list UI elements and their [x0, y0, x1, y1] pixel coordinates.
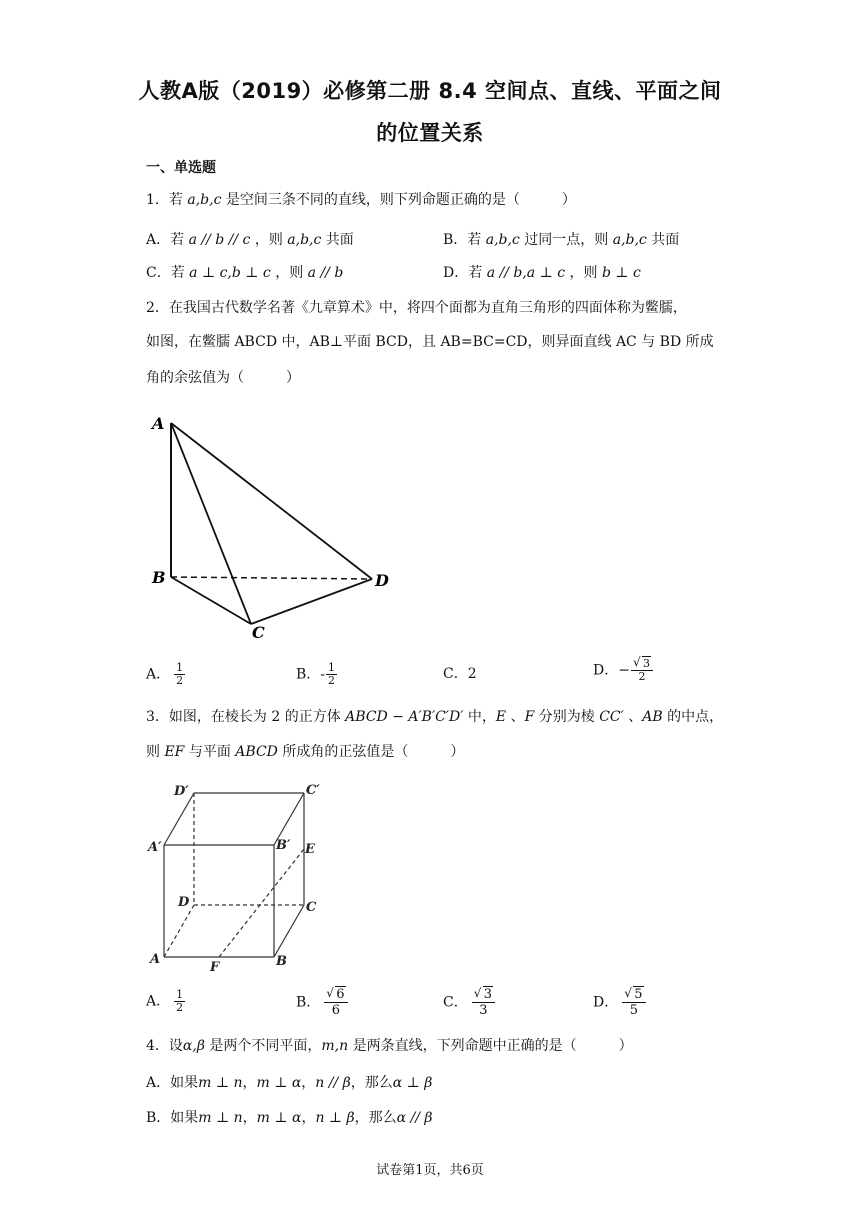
q3-l1-mid4: 、: [623, 709, 643, 725]
q1-option-a: [146, 230, 354, 250]
edge-ap-dp: [164, 793, 194, 845]
q3-a-fraction: [174, 989, 185, 1014]
q2-a-num: 1: [176, 661, 184, 674]
q4-b-sep1: ，: [242, 1110, 257, 1126]
q3-a-label: A．: [146, 993, 171, 1010]
label-c: C: [252, 623, 265, 642]
q3-c-fraction: [472, 987, 495, 1018]
q2-option-c: [443, 664, 477, 684]
q1-stem: [146, 190, 576, 210]
q2-b-num: 1: [328, 661, 336, 674]
document-title-line2: 的位置关系: [376, 121, 484, 145]
label-a: A: [150, 952, 161, 967]
q3-d-den: 5: [629, 1003, 639, 1018]
q1-b-post: 共面: [646, 232, 680, 248]
q1-a-post: 共面: [321, 232, 354, 248]
q4-stem-pre: 4．设: [146, 1038, 183, 1054]
label-c: C: [306, 900, 317, 915]
q4-a-mid: ，那么: [350, 1075, 393, 1091]
q4-stem: [146, 1036, 633, 1056]
q3-a-num: 1: [176, 988, 184, 1001]
label-dp: D′: [174, 784, 189, 799]
q2-a-den: 2: [176, 674, 184, 687]
q1-b-mid: 过同一点，则: [519, 232, 613, 248]
section-heading: 一、单选题: [146, 160, 216, 176]
q4-stem-vars2: m,n: [321, 1038, 349, 1054]
label-bp: B′: [276, 838, 291, 853]
label-f: F: [210, 960, 220, 975]
q1-option-c: [146, 263, 343, 283]
sqrt-symbol: [326, 987, 345, 1002]
q3-l1-e: E: [495, 709, 507, 725]
q3-l2-ef: EF: [164, 744, 185, 760]
q1-stem-pre: 1．若: [146, 192, 188, 208]
q4-b-math2: m ⊥ α: [256, 1110, 302, 1126]
sqrt-symbol: [633, 657, 651, 670]
q3-l1-mid: 中，: [463, 709, 496, 725]
label-e: E: [305, 842, 315, 857]
q2-option-d: [593, 658, 653, 683]
q2-option-a: [146, 662, 185, 687]
q3-c-label: C．: [443, 994, 468, 1011]
q4-b-mid: ，那么: [354, 1110, 397, 1126]
q3-l2-plane: ABCD: [235, 744, 278, 760]
q3-l1-cc: CC′: [599, 709, 624, 725]
hidden-edges: [164, 793, 304, 957]
q3-d-num: 5: [634, 987, 643, 1002]
q3-l1-ab: AB: [642, 709, 663, 725]
q1-c-pre: C．若: [146, 265, 190, 281]
q2-stem-line1: 2．在我国古代数学名著《九章算术》中，将四个面都为直角三角形的四面体称为鳖臑，: [146, 300, 687, 316]
q3-a-den: 2: [176, 1001, 184, 1014]
q2-b-den: 2: [328, 674, 336, 687]
q4-a-pre: A．如果: [146, 1075, 199, 1091]
q1-c-math: a ⊥ c,b ⊥ c: [189, 265, 271, 281]
q2-a-label: A．: [146, 666, 171, 683]
segment-ef: [219, 849, 304, 957]
q2-d-num: 3: [642, 657, 650, 670]
q1-a-vars: a,b,c: [287, 232, 322, 248]
q2-d-den: 2: [638, 670, 646, 683]
q4-b-math1: m ⊥ n: [198, 1110, 243, 1126]
q1-d-mid: ，则: [565, 265, 602, 281]
q3-l1-mid3: 分别为棱: [534, 709, 600, 725]
q2-b-label: B．: [296, 666, 321, 683]
label-ap: A′: [148, 840, 162, 855]
label-b: B: [152, 568, 166, 587]
sqrt-symbol: [624, 987, 643, 1002]
q4-a-math1: m ⊥ n: [198, 1075, 243, 1091]
q2-b-fraction: [326, 662, 337, 687]
sqrt-symbol: [474, 987, 493, 1002]
q1-c-math2: a // b: [307, 265, 344, 281]
q3-c-num: 3: [483, 987, 492, 1002]
edge-bd-hidden: [171, 577, 372, 579]
q3-d-num-wrap: [622, 987, 645, 1003]
q3-l2-post: 所成角的正弦值是（ ）: [277, 744, 465, 760]
document-title-line1: 人教A版（2019）必修第二册 8.4 空间点、直线、平面之间: [138, 79, 722, 103]
q3-d-fraction: [622, 987, 645, 1018]
q1-d-pre: D．若: [443, 265, 487, 281]
q3-l1-pre: 3．如图，在棱长为 2 的正方体: [146, 709, 346, 725]
q4-option-a: [146, 1073, 432, 1093]
q3-b-den: 6: [331, 1003, 341, 1018]
q2-stem-line3: 角的余弦值为（ ）: [146, 370, 300, 386]
q1-b-vars: a,b,c: [485, 232, 520, 248]
q4-a-math3: n // β: [315, 1075, 351, 1091]
label-a: A: [152, 414, 165, 433]
q3-l1-f: F: [524, 709, 535, 725]
q3-b-num: 6: [336, 987, 345, 1002]
label-b: B: [276, 954, 287, 969]
q2-c-value: 2: [467, 666, 477, 682]
q1-b-pre: B．若: [443, 232, 486, 248]
q2-option-b: [296, 662, 337, 687]
q4-option-b: [146, 1108, 433, 1128]
q3-b-fraction: [324, 987, 347, 1018]
q1-d-math2: b ⊥ c: [601, 265, 641, 281]
q3-l1-mid2: 、: [506, 709, 525, 725]
q3-stem-line1: [146, 707, 723, 727]
q3-l2-mid: 与平面: [184, 744, 236, 760]
q4-stem-vars: α,β: [182, 1038, 205, 1054]
cube-figure: [140, 775, 340, 975]
q4-a-sep1: ，: [242, 1075, 257, 1091]
q4-a-math2: m ⊥ α: [256, 1075, 302, 1091]
q2-d-sign: −: [618, 662, 630, 679]
q3-option-d: [593, 987, 646, 1018]
q1-a-mid: ，则: [250, 232, 288, 248]
q1-stem-vars: a,b,c: [187, 192, 222, 208]
q1-c-mid: ，则: [270, 265, 308, 281]
q2-c-label: C．: [443, 666, 468, 682]
q4-b-math4: α // β: [396, 1110, 433, 1126]
q4-b-sep2: ，: [301, 1110, 316, 1126]
tetrahedron-figure: [140, 405, 400, 645]
q4-b-math3: n ⊥ β: [315, 1110, 355, 1126]
q4-a-sep2: ，: [301, 1075, 316, 1091]
q4-b-pre: B．如果: [146, 1110, 199, 1126]
q1-a-math: a // b // c: [188, 232, 251, 248]
q3-stem-line2: [146, 742, 464, 762]
q1-b-vars2: a,b,c: [612, 232, 647, 248]
page-footer: 试卷第1页，共6页: [376, 1163, 484, 1178]
q1-option-d: [443, 263, 641, 283]
q3-l2-pre: 则: [146, 744, 165, 760]
q4-stem-mid: 是两个不同平面，: [204, 1038, 322, 1054]
edge-cd: [251, 579, 372, 624]
q3-l1-post: 的中点，: [662, 709, 724, 725]
q3-b-num-wrap: [324, 987, 347, 1003]
q3-option-c: [443, 987, 495, 1018]
q2-d-label: D．: [593, 662, 619, 679]
label-cp: C′: [306, 783, 320, 798]
q1-d-math: a // b,a ⊥ c: [486, 265, 566, 281]
edge-b-c: [274, 905, 304, 957]
q2-a-fraction: [174, 662, 185, 687]
edge-a-d: [164, 905, 194, 957]
label-d: D: [375, 571, 389, 590]
label-d: D: [178, 895, 190, 910]
q3-option-a: [146, 989, 185, 1014]
q1-option-b: [443, 230, 679, 250]
q4-a-math4: α ⊥ β: [392, 1075, 433, 1091]
q2-d-fraction: [631, 658, 653, 683]
q3-b-label: B．: [296, 994, 321, 1011]
q3-d-label: D．: [593, 994, 619, 1011]
q1-a-pre: A．若: [146, 232, 189, 248]
q1-stem-post: 是空间三条不同的直线，则下列命题正确的是（ ）: [221, 192, 576, 208]
edge-bc: [171, 577, 251, 624]
q3-option-b: [296, 987, 348, 1018]
q4-stem-post: 是两条直线，下列命题中正确的是（ ）: [348, 1038, 633, 1054]
q2-stem-line2: 如图，在鳖臑 ABCD 中，AB⊥平面 BCD，且 AB=BC=CD，则异面直线 AC 与 BD 所成: [146, 334, 714, 350]
q3-c-num-wrap: [472, 987, 495, 1003]
q3-c-den: 3: [479, 1003, 488, 1018]
q3-l1-cube: ABCD − A′B′C′D′: [345, 709, 464, 725]
q2-b-sign: -: [320, 666, 326, 683]
q2-d-num-wrap: [631, 658, 653, 671]
